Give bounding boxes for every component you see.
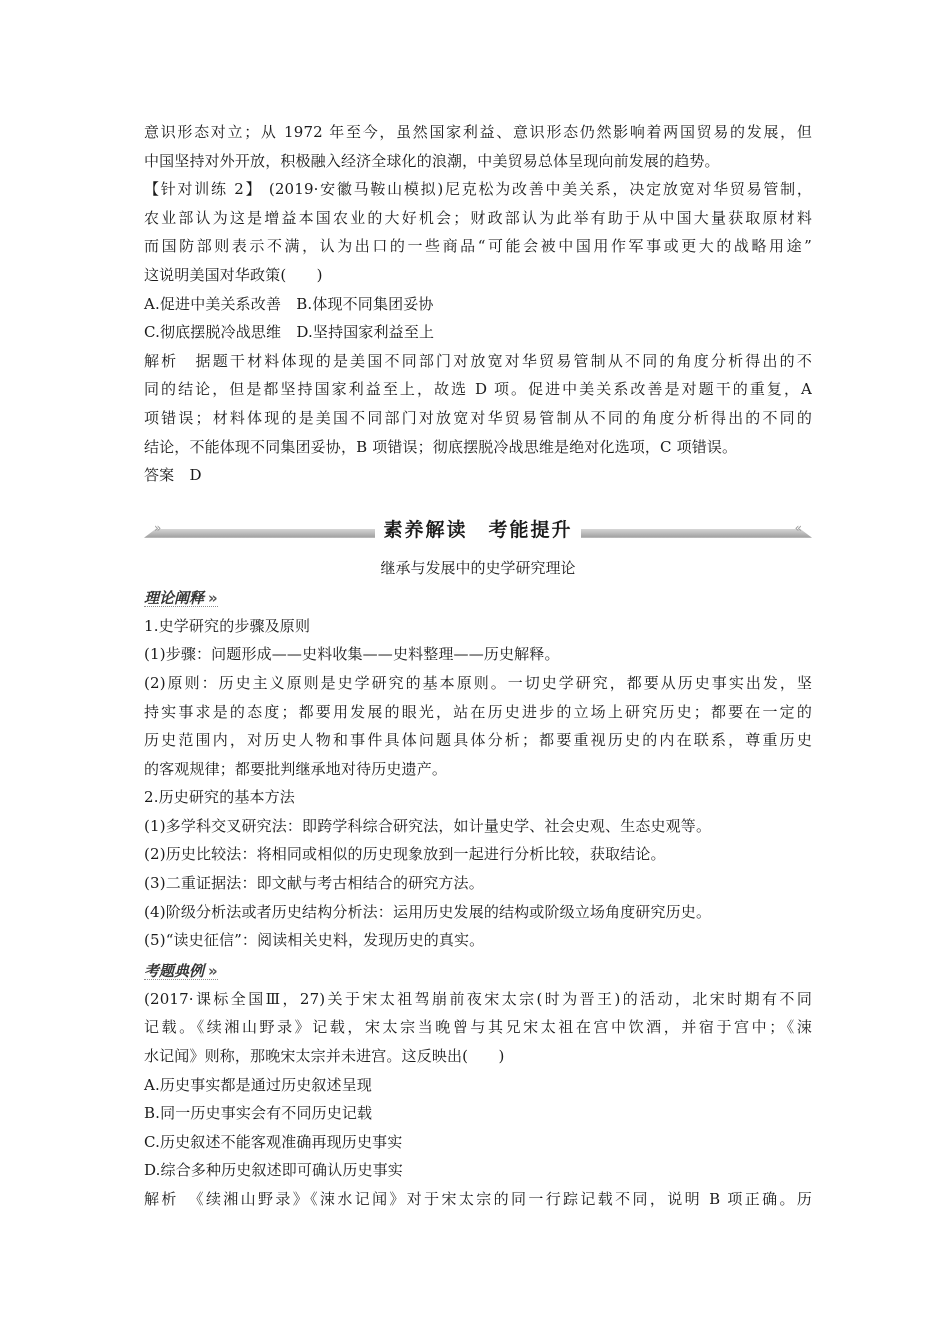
document-page — [144, 118, 812, 1214]
section-banner — [144, 512, 812, 552]
text-block-top — [144, 118, 812, 490]
answer-option: D.综合多种历史叙述即可确认历史事实 — [144, 1161, 403, 1180]
section-subtitle: 继承与发展中的史学研究理论 — [380, 558, 576, 577]
section-tag-label: 考题典例 — [144, 961, 205, 980]
paragraph-line: (1)多学科交叉研究法：即跨学科综合研究法，如计量史学、社会史观、生态史观等。 — [144, 816, 712, 835]
question-stem: (2017·课标全国Ⅲ，27)关于宋太祖驾崩前夜宋太宗(时为晋王)的活动，北宋时期有不同 — [144, 989, 812, 1008]
paragraph-line: (5)“读史征信”：阅读相关史料，发现历史的真实。 — [144, 931, 485, 950]
paragraph-line: (1)步骤：问题形成——史料收集——史料整理——历史解释。 — [144, 645, 560, 664]
paragraph-line: 中国坚持对外开放，积极融入经济全球化的浪潮，中美贸易总体呈现向前发展的趋势。 — [144, 151, 720, 170]
text-block-bottom — [144, 985, 812, 1214]
paragraph-line: (2)原则：历史主义原则是史学研究的基本原则。一切史学研究，都要从历史事实出发，坚 — [144, 673, 812, 692]
paragraph-line: (4)阶级分析法或者历史结构分析法：运用历史发展的结构或阶级立场角度研究历史。 — [144, 902, 712, 921]
analysis-line: 结论，不能体现不同集团妥协，B 项错误；彻底摆脱冷战思维是绝对化选项，C 项错误。 — [144, 437, 738, 456]
banner-title: 素养解读 考能提升 — [375, 519, 580, 541]
section-tag-label: 理论阐释 — [144, 588, 205, 607]
paragraph-line: 历史范围内，对历史人物和事件具体问题具体分析；都要重视历史的内在联系，尊重历史 — [144, 731, 812, 750]
text-block-mid — [144, 612, 812, 955]
analysis-line: 项错误；材料体现的是美国不同部门对放宽对华贸易管制从不同的角度分析得出的不同的 — [144, 408, 812, 427]
answer-options: C.彻底摆脱冷战思维 D.坚持国家利益至上 — [144, 323, 435, 342]
chevron-right-icon: » — [208, 588, 218, 607]
heading-line: 1.史学研究的步骤及原则 — [144, 616, 311, 635]
question-stem: 记载。《续湘山野录》记载，宋太宗当晚曾与其兄宋太祖在宫中饮酒，并宿于宫中；《涑 — [144, 1018, 812, 1037]
paragraph-line: (2)历史比较法：将相同或相似的历史现象放到一起进行分析比较，获取结论。 — [144, 845, 666, 864]
chevron-right-icon: » — [208, 961, 218, 980]
heading-line: 2.历史研究的基本方法 — [144, 788, 295, 807]
question-stem: 水记闻》则称，那晚宋太宗并未进宫。这反映出( ) — [144, 1047, 505, 1066]
paragraph-line: 意识形态对立；从 1972 年至今，虽然国家利益、意识形态仍然影响着两国贸易的发展，但 — [144, 123, 812, 141]
paragraph-line: 的客观规律；都要批判继承地对待历史遗产。 — [144, 759, 448, 778]
analysis-line: 解析 据题干材料体现的是美国不同部门对放宽对华贸易管制从不同的角度分析得出的不 — [144, 351, 812, 370]
exercise-heading: 【针对训练 2】 (2019·安徽马鞍山模拟)尼克松为改善中美关系，决定放宽对华贸易管制， — [144, 180, 812, 199]
answer-option: C.历史叙述不能客观准确再现历史事实 — [144, 1132, 403, 1151]
analysis-line: 同的结论，但是都坚持国家利益至上，故选 D 项。促进中美关系改善是对题干的重复，A — [144, 380, 812, 399]
paragraph-line: 农业部认为这是增益本国农业的大好机会；财政部认为此举有助于从中国大量获取原材料 — [144, 208, 812, 227]
paragraph-line: 持实事求是的态度；都要用发展的眼光，站在历史进步的立场上研究历史；都要在一定的 — [144, 702, 812, 721]
answer-option: A.历史事实都是通过历史叙述呈现 — [144, 1075, 373, 1094]
answer-option: B.同一历史事实会有不同历史记载 — [144, 1104, 373, 1123]
section-tag-example — [144, 957, 218, 985]
paragraph-line: 而国防部则表示不满，认为出口的一些商品“可能会被中国用作军事或更大的战略用途” — [144, 237, 812, 256]
banner-arrows-left: » — [154, 520, 162, 535]
banner-arrows-right: « — [794, 520, 802, 535]
analysis-line: 解析 《续湘山野录》《涑水记闻》对于宋太宗的同一行踪记载不同，说明 B 项正确。历 — [144, 1190, 812, 1208]
paragraph-line: (3)二重证据法：即文献与考古相结合的研究方法。 — [144, 874, 484, 893]
answer-line: 答案 D — [144, 466, 202, 485]
answer-options: A.促进中美关系改善 B.体现不同集团妥协 — [144, 294, 434, 313]
banner-title-wrap — [144, 515, 812, 542]
question-stem: 这说明美国对华政策( ) — [144, 265, 323, 284]
section-tag-theory — [144, 584, 218, 612]
